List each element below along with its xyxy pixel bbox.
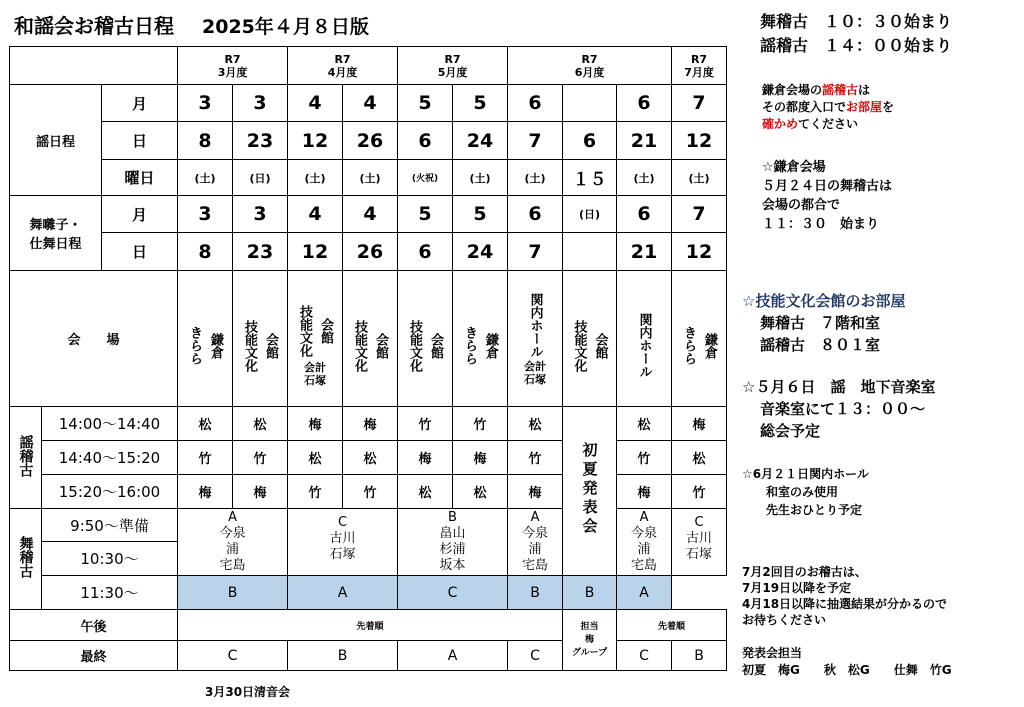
ginou-bunka-rooms: ☆技能文化会館のお部屋 舞稽古 ７階和室 謡稽古 ８０１室 [742,292,906,354]
header-july: R7 7月度 [672,47,727,85]
header-march: R7 3月度 [178,47,288,85]
rank-cell: 竹 [178,441,233,475]
shoka-happyoukai-cell: 初夏発表会 [563,407,617,576]
utai-month-cell: 5 [453,85,508,122]
rank-cell: 竹 [233,441,288,475]
weekday-cell: (日) [233,160,288,196]
mai-group-cell: C 古川 石塚 [288,509,398,576]
utai-day-cell: 6 [563,122,617,160]
utai-time-cell: 14:40～15:20 [42,441,178,475]
mai-day-cell: 24 [453,233,508,271]
utai-day-cell: 21 [617,122,672,160]
mai-keiko-label: 舞稽古 [10,509,42,610]
utai-month-cell [563,85,617,122]
mai-1130-cell: B [508,576,563,610]
saishu-cell: C [617,641,672,671]
utai-day-row [10,122,727,160]
utai-month-cell: 6 [617,85,672,122]
rank-cell: 竹 [508,441,563,475]
utai-time-cell: 15:20～16:00 [42,475,178,509]
mai-month-cell: 6 [508,196,563,233]
utai-day-cell: 23 [233,122,288,160]
mai-slot-row [10,509,727,542]
mai-time-cell: 10:30～ [42,542,178,576]
utai-day-cell: 12 [288,122,343,160]
utai-day-cell: 7 [508,122,563,160]
rank-cell: 梅 [617,475,672,509]
utai-schedule-label: 謡日程 [10,85,102,196]
venue-cell: 技能文化 会館 [233,271,288,407]
weekday-cell: (火祝) [398,160,453,196]
month-label: 月 [102,196,178,233]
mai-group-cell: B 畠山 杉浦 坂本 [398,509,508,576]
rank-cell: 竹 [343,475,398,509]
header-corner [10,47,178,85]
weekday-cell: (土) [343,160,398,196]
mai-day-row [10,233,727,271]
mai-month-cell: 4 [343,196,398,233]
utai-day-cell: 26 [343,122,398,160]
mai-time-cell: 11:30～ [42,576,178,610]
utai-month-cell: 4 [343,85,398,122]
rank-cell: 松 [453,475,508,509]
utai-day-cell: 6 [398,122,453,160]
rank-cell: 松 [178,407,233,441]
weekday-cell: (土) [672,160,727,196]
mai-month-cell: (日) [563,196,617,233]
utai-keiko-label: 謡稽古 [10,407,42,509]
rank-cell: 松 [288,441,343,475]
utai-month-cell: 5 [398,85,453,122]
weekday-cell: (土) [178,160,233,196]
utai-slot-row [10,475,727,509]
rank-cell: 梅 [178,475,233,509]
rank-cell: 梅 [453,441,508,475]
mai-group-cell: A 今泉 浦 宅島 [617,509,672,576]
mai-day-cell: 7 [508,233,563,271]
saishu-cell: C [508,641,563,671]
venue-label: 会 場 [10,271,178,407]
mai-group-cell: C 古川 石塚 [672,509,727,576]
weekday-cell: (土) [453,160,508,196]
rank-cell: 梅 [508,475,563,509]
utai-month-row [10,85,727,122]
mai-month-cell: 4 [288,196,343,233]
rank-cell: 梅 [343,407,398,441]
rank-cell: 竹 [672,475,727,509]
utai-weekday-row [10,160,727,196]
header-row [10,47,727,85]
may6-notice: ☆５月６日 謡 地下音楽室 音楽室にて１３：００～ 総会予定 [742,378,936,440]
venue-cell: 技能文化 会館 [398,271,453,407]
gogo-ume-group: 担当 梅 グループ [563,610,617,671]
july-notice: 7月2回目のお稽古は、 7月19日以降を予定 4月18日以降に抽選結果が分かるので お待ちください [742,565,948,627]
rank-cell: 松 [398,475,453,509]
day-label: 日 [102,233,178,271]
mai-month-cell: 6 [617,196,672,233]
utai-day-cell: 12 [672,122,727,160]
rank-cell: 竹 [398,407,453,441]
saishu-cell: B [288,641,398,671]
utai-month-cell: 3 [233,85,288,122]
page-title [14,10,369,39]
mai-month-cell: 3 [178,196,233,233]
edition-date: 2025年４月８日版 [202,16,369,38]
mai-group-cell: A 今泉 浦 宅島 [178,509,288,576]
rank-cell: 松 [672,441,727,475]
header-april: R7 4月度 [288,47,398,85]
mai-month-row [10,196,727,233]
weekday-cell: (土) [288,160,343,196]
utai-day-cell: 8 [178,122,233,160]
rank-cell: 梅 [398,441,453,475]
mai-time-cell: 9:50～準備 [42,509,178,542]
mai-day-cell: 8 [178,233,233,271]
utai-slot-row [10,441,727,475]
weekday-cell: (土) [617,160,672,196]
utai-month-cell: 6 [508,85,563,122]
mai-day-cell [563,233,617,271]
mai-1130-cell: B [563,576,617,610]
mai-group-cell: A 今泉 浦 宅島 [508,509,563,576]
header-may: R7 5月度 [398,47,508,85]
rank-cell: 松 [617,407,672,441]
footnote: 3月30日清音会 [205,685,291,699]
kamakura-notice: 鎌倉会場の謡稽古は その都度入口でお部屋を 確かめてください [762,83,895,131]
mai-day-cell: 12 [672,233,727,271]
happyoukai-tantou: 発表会担当 初夏 梅G 秋 松G 仕舞 竹G [742,646,952,677]
mai-1130-cell: A [288,576,398,610]
rank-cell: 梅 [672,407,727,441]
mai-1130-cell: B [178,576,288,610]
utai-month-cell: 4 [288,85,343,122]
saishu-cell: A [398,641,508,671]
gogo-first-come: 先着順 [178,610,563,641]
rank-cell: 松 [233,407,288,441]
june21-notice: ☆6月２１日関内ホール 和室のみ使用 先生おひとり予定 [742,467,869,517]
venue-cell: 技能文化 会館 [563,271,617,407]
weekday-cell: (土) [508,160,563,196]
saishu-cell: C [178,641,288,671]
mai-day-cell: 26 [343,233,398,271]
rank-cell: 松 [508,407,563,441]
mai-month-cell: 3 [233,196,288,233]
rank-cell: 松 [343,441,398,475]
weekday-cell: １５ [563,160,617,196]
mai-day-cell: 21 [617,233,672,271]
utai-month-cell: 7 [672,85,727,122]
mai-month-cell: 7 [672,196,727,233]
mai-slot-row [10,576,727,610]
saishu-cell: B [672,641,727,671]
mai-month-cell: 5 [453,196,508,233]
gogo-label: 午後 [10,610,178,641]
rank-cell: 梅 [233,475,288,509]
mai-schedule-label: 舞囃子・ 仕舞日程 [10,196,102,271]
weekday-label: 曜日 [102,160,178,196]
mai-1130-cell: A [617,576,672,610]
mai-month-cell: 5 [398,196,453,233]
start-times: 舞稽古 １０：３０始まり 謡稽古 １４：００始まり [760,12,953,55]
kamakura-may-notice: ☆鎌倉会場 ５月２４日の舞稽古は 会場の都合で １１：３０ 始まり [762,160,893,232]
venue-cell: 関内ホール 会計 石塚 [508,271,563,407]
rank-cell: 竹 [617,441,672,475]
day-label: 日 [102,122,178,160]
saishu-label: 最終 [10,641,178,671]
venue-cell: きらら 鎌倉 [453,271,508,407]
header-june: R7 6月度 [508,47,672,85]
rank-cell: 竹 [288,475,343,509]
title-text: 和謡会お稽古日程 [14,14,174,38]
utai-slot-row [10,407,727,441]
utai-time-cell: 14:00～14:40 [42,407,178,441]
saishu-row [10,641,727,671]
utai-month-cell: 3 [178,85,233,122]
month-label: 月 [102,85,178,122]
mai-day-cell: 6 [398,233,453,271]
venue-cell: きらら 鎌倉 [178,271,233,407]
venue-cell: 技能文化 会館 会計 石塚 [288,271,343,407]
venue-cell: 技能文化 会館 [343,271,398,407]
rank-cell: 梅 [288,407,343,441]
utai-day-cell: 24 [453,122,508,160]
schedule-table [9,46,727,671]
gogo-row [10,610,727,641]
rank-cell: 竹 [453,407,508,441]
venue-cell: 関内ホール [617,271,672,407]
venue-row [10,271,727,407]
mai-1130-cell: C [398,576,508,610]
mai-day-cell: 12 [288,233,343,271]
gogo-first-come: 先着順 [617,610,727,641]
venue-cell: きらら 鎌倉 [672,271,727,407]
mai-day-cell: 23 [233,233,288,271]
